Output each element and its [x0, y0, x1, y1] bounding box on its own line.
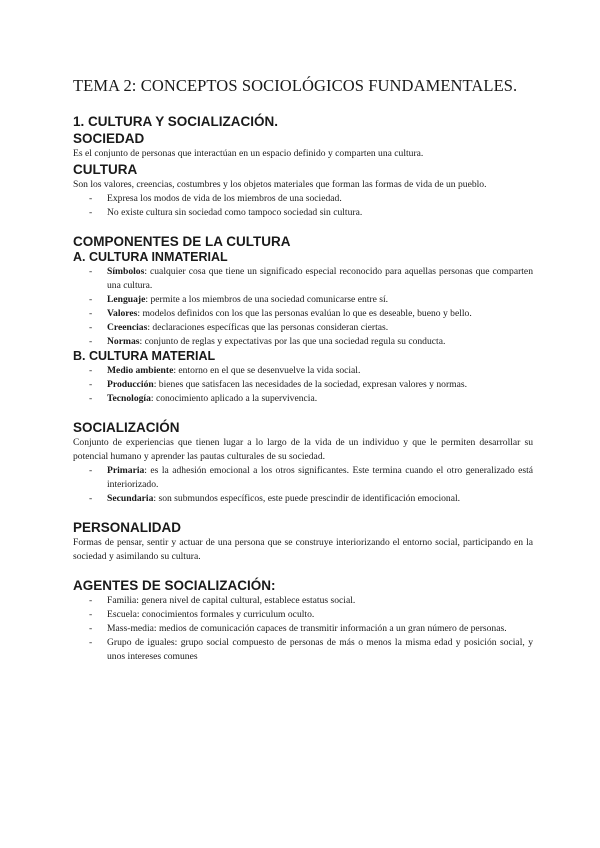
list-item: - Grupo de iguales: grupo social compuesto de personas de más o menos la misma edad y posición social, y unos intereses comunes: [89, 636, 533, 664]
cultura-definition: Son los valores, creencias, costumbres y los objetos materiales que forman las formas de vida de un pueblo.: [73, 179, 487, 190]
section-heading-cultura-socializacion: 1. CULTURA Y SOCIALIZACIÓN.: [73, 114, 279, 129]
list-item: [89, 307, 533, 321]
list-item: [89, 464, 533, 492]
heading-cultura: CULTURA: [73, 162, 138, 177]
heading-cultura-material: B. CULTURA MATERIAL: [73, 349, 216, 363]
term: Creencias: [107, 322, 148, 333]
term-description: : declaraciones específicas que las personas consideran ciertas.: [147, 322, 389, 333]
term: Normas: [107, 336, 140, 347]
term-description: : cualquier cosa que tiene un significado especial reconocido para aquellas personas que comparten una cultura.: [107, 266, 533, 291]
term-description: : conjunto de reglas y expectativas por las que una sociedad regula su conducta.: [139, 336, 446, 347]
list-item: - Mass-media: medios de comunicación capaces de transmitir información a un gran número de personas.: [89, 622, 533, 636]
term: Tecnología: [107, 393, 151, 404]
heading-personalidad: PERSONALIDAD: [73, 520, 182, 535]
document-title: TEMA 2: CONCEPTOS SOCIOLÓGICOS FUNDAMENTALES.: [73, 76, 518, 95]
heading-componentes: COMPONENTES DE LA CULTURA: [73, 234, 291, 249]
list-item: - Escuela: conocimientos formales y curriculum oculto.: [89, 608, 533, 622]
inmaterial-list: [73, 265, 533, 349]
list-item: [89, 378, 533, 392]
term-description: : modelos definidos con los que las personas evalúan lo que es deseable, bueno y bello.: [137, 308, 472, 319]
cultura-list: [73, 192, 533, 220]
list-item: - Familia: genera nivel de capital cultural, establece estatus social.: [89, 594, 533, 608]
personalidad-definition: Formas de pensar, sentir y actuar de una persona que se construye interiorizando el entorno social, participando en la sociedad y asimilando su cultura.: [73, 537, 533, 562]
list-item: [89, 321, 533, 335]
term-description: : permite a los miembros de una sociedad comunicarse entre sí.: [145, 294, 389, 305]
list-item: [89, 335, 533, 349]
term-description: : es la adhesión emocional a los otros significantes. Este termina cuando el otro generalizado está interiorizado.: [107, 465, 533, 490]
term: Lenguaje: [107, 294, 146, 305]
list-item: - No existe cultura sin sociedad como tampoco sociedad sin cultura.: [89, 206, 533, 220]
term: Secundaria: [107, 493, 154, 504]
material-list: [73, 364, 533, 406]
list-item: [89, 364, 533, 378]
term-description: : conocimiento aplicado a la supervivencia.: [150, 393, 318, 404]
term-description: : bienes que satisfacen las necesidades de la sociedad, expresan valores y normas.: [153, 379, 468, 390]
term: Primaria: [107, 465, 145, 476]
list-item: [89, 265, 533, 293]
socializacion-definition: Conjunto de experiencias que tienen lugar a lo largo de la vida de un individuo y que le permiten desarrollar su potencial humano y aprender las pautas culturales de su sociedad.: [73, 437, 533, 462]
sociedad-definition: Es el conjunto de personas que interactúan en un espacio definido y comparten una cultura.: [73, 148, 424, 159]
term: Producción: [107, 379, 154, 390]
heading-agentes: AGENTES DE SOCIALIZACIÓN:: [73, 578, 276, 593]
socializacion-list: [73, 464, 533, 506]
term: Símbolos: [107, 266, 145, 277]
term: Valores: [107, 308, 138, 319]
term: Medio ambiente: [107, 365, 174, 376]
term-description: : entorno en el que se desenvuelve la vida social.: [173, 365, 361, 376]
list-item: [89, 492, 533, 506]
heading-sociedad: SOCIEDAD: [73, 131, 145, 146]
list-item: [89, 392, 533, 406]
document-page: [73, 76, 533, 664]
term-description: : son submundos específicos, este puede prescindir de identificación emocional.: [153, 493, 461, 504]
agentes-list: [73, 594, 533, 664]
heading-cultura-inmaterial: A. CULTURA INMATERIAL: [73, 250, 228, 264]
list-item: [89, 293, 533, 307]
list-item: - Expresa los modos de vida de los miembros de una sociedad.: [89, 192, 533, 206]
heading-socializacion: SOCIALIZACIÓN: [73, 420, 180, 435]
